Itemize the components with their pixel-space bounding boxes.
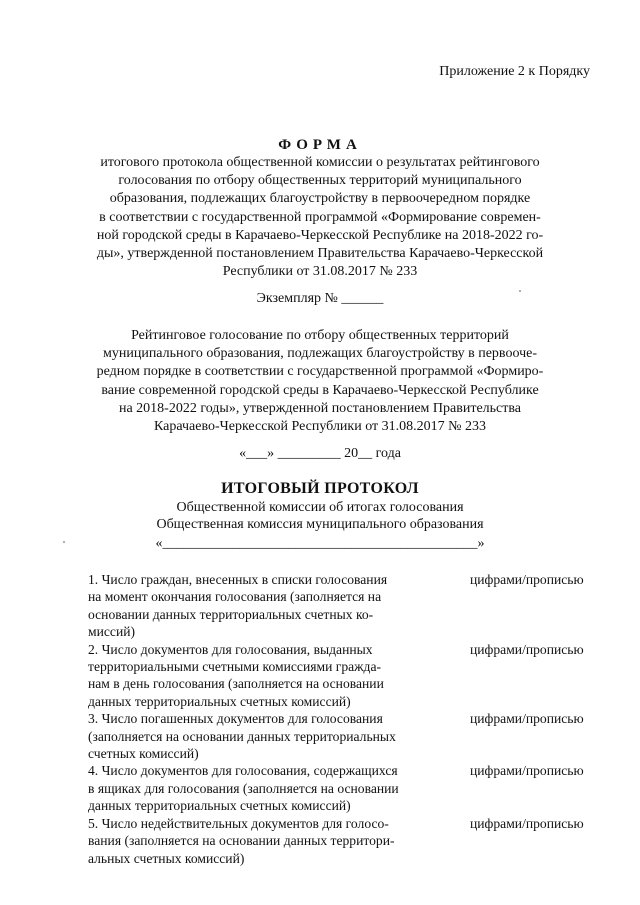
scan-speck: [63, 541, 65, 543]
item-text: [88, 571, 438, 641]
item-text-line: данных территориальных счетных комиссий): [88, 798, 351, 814]
protocol-item: [88, 571, 608, 641]
item-text: [88, 641, 438, 711]
appendix-reference: Приложение 2 к Порядку: [439, 64, 590, 79]
item-text-line: 2. Число документов для голосования, выданных: [88, 641, 373, 657]
item-text-line: территориальными счетными комиссиями гражда-: [88, 659, 382, 675]
protocol-item: [88, 710, 608, 762]
item-text: [88, 710, 438, 762]
voting-description-line: муниципального образования, подлежащих благоустройству в первооче-: [102, 346, 537, 362]
item-text-line: миссий): [88, 624, 136, 640]
voting-description: [0, 327, 640, 436]
item-text-line: 1. Число граждан, внесенных в списки голосования: [88, 572, 388, 587]
voting-description-line: на 2018-2022 годы», утвержденной постановлением Правительства: [118, 400, 522, 416]
item-text-line: 5. Число недействительных документов для голосо-: [88, 815, 389, 831]
commission-name-field: «_____________________________________________»: [155, 536, 485, 551]
voting-description-line: Рейтинговое голосование по отбору общественных территорий: [131, 328, 509, 343]
copy-number-field: Экземпляр № ______: [256, 291, 384, 306]
form-description-line: итогового протокола общественной комиссии о результатах рейтингового: [100, 155, 540, 170]
item-value-label: цифрами/прописью: [470, 641, 584, 657]
form-description: [0, 154, 640, 281]
item-text-line: альных счетных комиссий): [88, 850, 245, 866]
form-heading: ФОРМА: [278, 137, 362, 153]
item-text-line: на момент окончания голосования (заполняется на: [88, 589, 382, 605]
item-text-line: (заполняется на основании данных территориальных: [88, 728, 396, 744]
item-text-line: 3. Число погашенных документов для голосования: [88, 711, 383, 727]
item-value-label: цифрами/прописью: [470, 572, 584, 587]
form-description-line: ды», утвержденной постановлением Правительства Карачаево-Черкесской: [96, 246, 544, 262]
voting-description-line: редном порядке в соответствии с государственной программой «Формиро-: [96, 364, 544, 380]
protocol-item: [88, 815, 608, 867]
protocol-title: ИТОГОВЫЙ ПРОТОКОЛ: [221, 480, 419, 497]
voting-description-line: вание современной городской среды в Карачаево-Черкесской Республике: [101, 382, 539, 398]
item-text: [88, 762, 438, 814]
item-text-line: основании данных территориальных счетных ко-: [88, 606, 374, 622]
item-text-line: данных территориальных счетных комиссий): [88, 693, 351, 709]
protocol-subtitle: Общественной комиссии об итогах голосования: [176, 500, 464, 515]
item-text-line: вания (заполняется на основании данных территори-: [88, 833, 395, 849]
item-text-line: в ящиках для голосования (заполняется на основании: [88, 780, 399, 796]
item-value-label: цифрами/прописью: [470, 711, 584, 727]
commission-subtitle: Общественная комиссия муниципального образования: [156, 517, 484, 532]
item-text-line: счетных комиссий): [88, 746, 199, 762]
date-field: «___» _________ 20__ года: [239, 446, 401, 461]
item-text-line: нам в день голосования (заполняется на основании: [88, 676, 384, 692]
form-description-line: ной городской среды в Карачаево-Черкесской Республике на 2018-2022 го-: [96, 227, 544, 243]
item-value-label: цифрами/прописью: [470, 815, 584, 831]
item-text: [88, 815, 438, 867]
form-description-line: голосования по отбору общественных территорий муниципального: [118, 173, 522, 189]
item-text-line: 4. Число документов для голосования, содержащихся: [88, 763, 398, 779]
protocol-item: [88, 762, 608, 814]
form-description-line: в соответствии с государственной программой «Формирование современ-: [99, 209, 541, 225]
item-value-label: цифрами/прописью: [470, 763, 584, 779]
protocol-items-list: [88, 571, 608, 867]
form-description-line: образования, подлежащих благоустройству в первоочередном порядке: [109, 191, 531, 207]
scan-speck: [519, 290, 521, 292]
protocol-item: [88, 641, 608, 711]
form-description-line: Республики от 31.08.2017 № 233: [222, 264, 418, 280]
voting-description-line: Карачаево-Черкесской Республики от 31.08.2017 № 233: [153, 419, 487, 435]
